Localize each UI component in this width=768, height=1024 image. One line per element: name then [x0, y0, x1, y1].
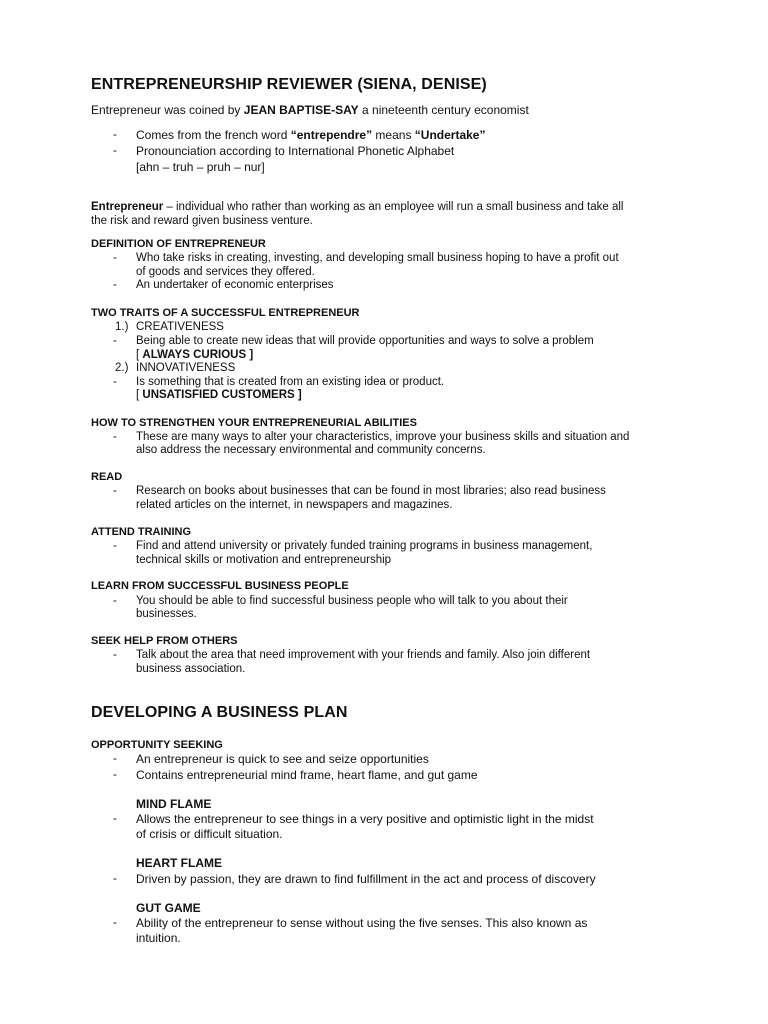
strengthen-line-1: These are many ways to alter your characteristics, improve your business skills and situation and	[136, 431, 630, 443]
gut-game-heading: GUT GAME	[136, 901, 201, 915]
bullet-dash: -	[113, 129, 117, 141]
bullet-dash: -	[113, 279, 117, 291]
section-heading-training: ATTEND TRAINING	[91, 526, 192, 538]
heart-flame-heading: HEART FLAME	[136, 856, 222, 870]
trait-1-name: CREATIVENESS	[136, 321, 224, 333]
trait-2-name: INNOVATIVENESS	[136, 362, 236, 374]
bullet-dash: -	[113, 376, 117, 388]
bullet-dash: -	[113, 252, 117, 264]
section-heading-seek-help: SEEK HELP FROM OTHERS	[91, 635, 238, 647]
seek-line-2: business association.	[136, 663, 246, 675]
training-line-2: technical skills or motivation and entrepreneurship	[136, 554, 392, 566]
training-line-1: Find and attend university or privately funded training programs in business management,	[136, 540, 593, 552]
learn-line-1: You should be able to find successful business people who will talk to you about their	[136, 595, 568, 607]
bullet-dash: -	[113, 649, 117, 661]
definition-paragraph-line-1	[91, 200, 623, 214]
b1-pre: Comes from the french word	[136, 128, 291, 142]
intro-pre: Entrepreneur was coined by	[91, 103, 244, 117]
document-title: ENTREPRENEURSHIP REVIEWER (SIENA, DENISE)	[91, 76, 487, 93]
bullet-dash: -	[113, 431, 117, 443]
section-heading-opportunity: OPPORTUNITY SEEKING	[91, 739, 223, 751]
gut-game-line-1: Ability of the entrepreneur to sense without using the five senses. This also known as	[136, 916, 588, 930]
bullet-dash: -	[113, 873, 117, 885]
section-heading-strengthen: HOW TO STRENGTHEN YOUR ENTREPRENEURIAL ABILITIES	[91, 417, 417, 429]
definition-bullet-1-line-2: of goods and services they offered.	[136, 266, 315, 278]
bullet-dash: -	[113, 540, 117, 552]
trait-2-tag-open: [	[136, 389, 143, 401]
gut-game-line-2: intuition.	[136, 931, 181, 945]
definition-paragraph-line-2: the risk and reward given business venture.	[91, 215, 313, 227]
trait-1-tag	[136, 348, 253, 362]
intro-bullet-2-line-2: [ahn – truh – pruh – nur]	[136, 160, 265, 174]
b1-word: “entrependre”	[290, 128, 373, 142]
intro-bullet-2-line-1: Pronounciation according to International Phonetic Alphabet	[136, 144, 455, 158]
mind-flame-heading: MIND FLAME	[136, 797, 212, 811]
trait-2-description: Is something that is created from an existing idea or product.	[136, 376, 445, 388]
b1-meaning: “Undertake”	[414, 128, 486, 142]
business-plan-title: DEVELOPING A BUSINESS PLAN	[91, 704, 348, 721]
trait-1-tag-text: ALWAYS CURIOUS ]	[142, 349, 254, 361]
trait-number-2: 2.)	[115, 362, 129, 374]
opportunity-bullet-1: An entrepreneur is quick to see and seize opportunities	[136, 752, 429, 766]
intro-name: JEAN BAPTISE-SAY	[243, 103, 359, 117]
trait-number-1: 1.)	[115, 321, 129, 333]
trait-1-tag-open: [	[136, 349, 143, 361]
mind-flame-line-1: Allows the entrepreneur to see things in a very positive and optimistic light in the midst	[136, 812, 594, 826]
mind-flame-line-2: of crisis or difficult situation.	[136, 827, 283, 841]
section-heading-learn: LEARN FROM SUCCESSFUL BUSINESS PEOPLE	[91, 580, 349, 592]
bullet-dash: -	[113, 485, 117, 497]
bullet-dash: -	[113, 769, 117, 781]
bullet-dash: -	[113, 917, 117, 929]
bullet-dash: -	[113, 595, 117, 607]
definition-bullet-1-line-1: Who take risks in creating, investing, and developing small business hoping to have a profit out	[136, 252, 619, 264]
trait-2-tag	[136, 388, 302, 402]
section-heading-read: READ	[91, 471, 123, 483]
read-line-1: Research on books about businesses that can be found in most libraries; also read business	[136, 485, 606, 497]
definition-bullet-2: An undertaker of economic enterprises	[136, 279, 334, 291]
bullet-dash: -	[113, 753, 117, 765]
intro-bullet-1	[136, 128, 485, 143]
bullet-dash: -	[113, 813, 117, 825]
section-heading-traits: TWO TRAITS OF A SUCCESSFUL ENTREPRENEUR	[91, 307, 360, 319]
definition-rest: – individual who rather than working as an employee will run a small business and take all	[163, 201, 624, 213]
intro-line	[91, 103, 529, 118]
seek-line-1: Talk about the area that need improvement with your friends and family. Also join different	[136, 649, 591, 661]
definition-term: Entrepreneur	[91, 201, 164, 213]
heart-flame-line-1: Driven by passion, they are drawn to find fulfillment in the act and process of discovery	[136, 872, 596, 886]
strengthen-line-2: also address the necessary environmental and community concerns.	[136, 444, 486, 456]
trait-1-description: Being able to create new ideas that will provide opportunities and ways to solve a problem	[136, 335, 594, 347]
bullet-dash: -	[113, 145, 117, 157]
section-heading-definition: DEFINITION OF ENTREPRENEUR	[91, 238, 266, 250]
opportunity-bullet-2: Contains entrepreneurial mind frame, heart flame, and gut game	[136, 768, 478, 782]
bullet-dash: -	[113, 335, 117, 347]
learn-line-2: businesses.	[136, 608, 197, 620]
read-line-2: related articles on the internet, in newspapers and magazines.	[136, 499, 453, 511]
trait-2-tag-text: UNSATISFIED CUSTOMERS ]	[142, 389, 302, 401]
b1-mid: means	[372, 128, 415, 142]
intro-post: a nineteenth century economist	[358, 103, 529, 117]
